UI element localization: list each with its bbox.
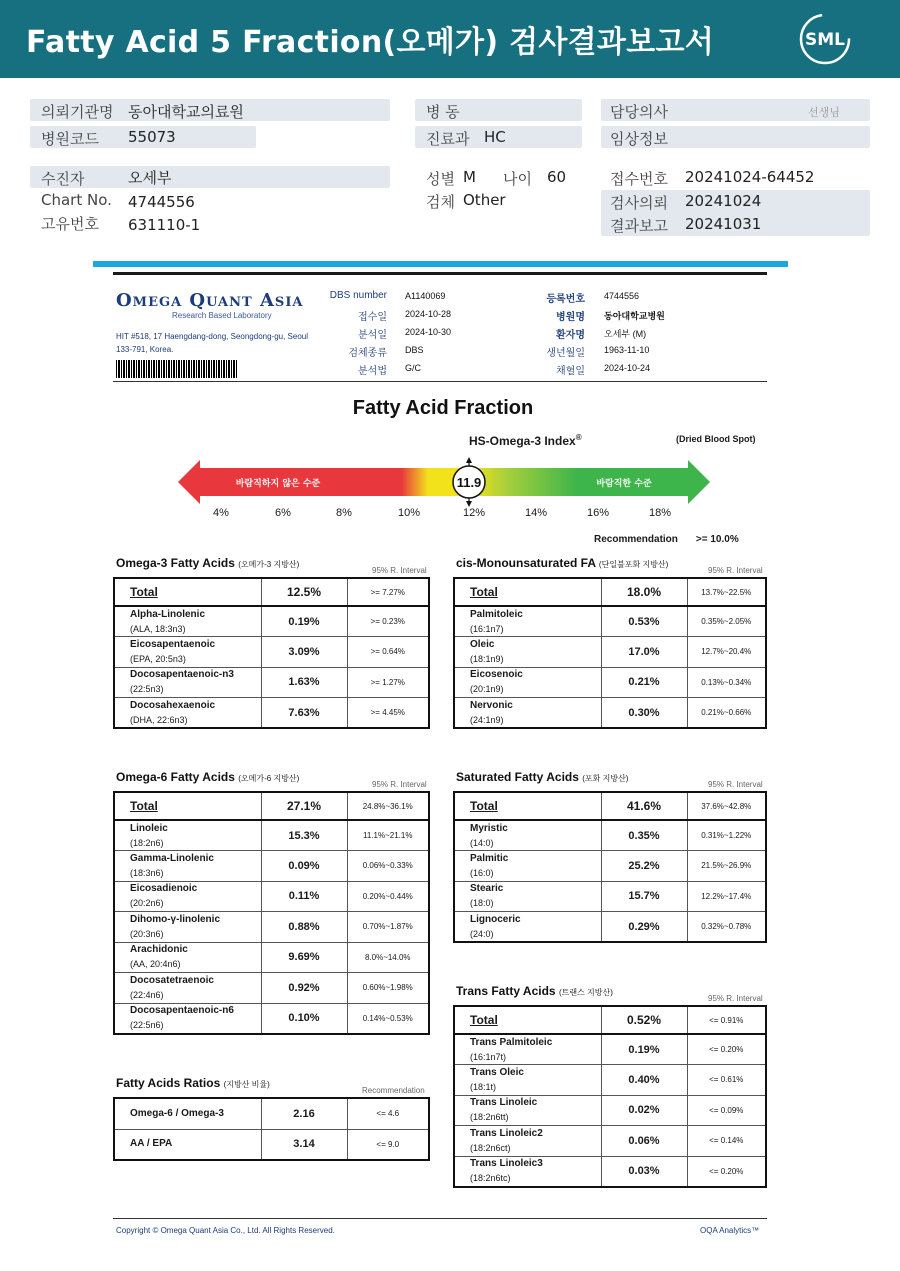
fatty-acid-name [114, 606, 261, 637]
table-row [114, 1098, 429, 1129]
table-row [114, 881, 429, 912]
sml-logo [798, 12, 852, 66]
table-row [454, 1065, 766, 1096]
reference-range: 0.20%~0.44% [347, 881, 429, 912]
lab-meta-value: 2024-10-24 [604, 363, 651, 373]
reference-range: <= 0.91% [687, 1006, 766, 1034]
reference-range: 8.0%~14.0% [347, 942, 429, 973]
lab-meta-label: 채혈일 [556, 366, 585, 377]
result-value: 0.52% [601, 1006, 687, 1034]
reference-range: <= 4.6 [347, 1098, 429, 1129]
lab-header-bottom-rule [113, 381, 767, 382]
reference-range: 12.7%~20.4% [687, 637, 766, 668]
result-value: 15.7% [601, 881, 687, 912]
logo-text: SML [805, 30, 845, 50]
lab-tagline: Research Based Laboratory [172, 311, 272, 320]
fatty-acid-label: Total [470, 1013, 498, 1027]
reference-range: 0.14%~0.53% [347, 1003, 429, 1034]
fatty-acid-name [114, 881, 261, 912]
result-value: 17.0% [601, 637, 687, 668]
lab-meta-label: 병원명 [556, 312, 585, 323]
fatty-acid-fraction-title: Fatty Acid Fraction [352, 397, 534, 419]
lab-name: Omega Quant Asia [116, 290, 304, 311]
fatty-acid-code: (18:3n6) [130, 867, 164, 878]
reference-range: 37.6%~42.8% [687, 792, 766, 820]
lab-meta-value: 오세부 (M) [604, 329, 647, 339]
scale-tick: 12% [462, 507, 486, 519]
test-request-value: 20241024 [685, 192, 762, 210]
omega6-section-title: Omega-6 Fatty Acids (오메가-6 지방산) [116, 770, 300, 784]
fatty-acid-code: (AA, 20:4n6) [130, 959, 181, 970]
fatty-acid-code: (18:2n6tt) [470, 1112, 509, 1123]
fatty-acid-code: (22:4n6) [130, 989, 164, 1000]
fatty-acid-label: Dihomo-γ-linolenic [130, 913, 220, 925]
table-row [454, 698, 766, 729]
table-row [114, 1003, 429, 1034]
trans-section-title: Trans Fatty Acids (트랜스 지방산) [456, 984, 613, 998]
table-row [114, 637, 429, 668]
reference-range: 0.13%~0.34% [687, 667, 766, 698]
result-value: 0.21% [601, 667, 687, 698]
fatty-acid-label: Myristic [470, 822, 508, 834]
result-value: 0.30% [601, 698, 687, 729]
saturated-interval-hint: 95% R. Interval [708, 780, 763, 789]
omega3-interval-hint: 95% R. Interval [372, 566, 427, 575]
lab-meta-value: 1963-11-10 [604, 345, 650, 355]
fatty-acid-name [114, 637, 261, 668]
table-row [114, 606, 429, 637]
reference-range: <= 0.09% [687, 1095, 766, 1126]
fatty-acid-code: (DHA, 22:6n3) [130, 714, 188, 725]
trans-table [453, 1005, 767, 1188]
fatty-acid-label: Stearic [470, 883, 504, 895]
lab-address: HIT #518, 17 Haengdang-dong, Seongdong-gu, Seoul 133-791, Korea. [116, 332, 309, 354]
lab-meta-label: 등록번호 [546, 294, 585, 305]
reference-range: >= 0.23% [347, 606, 429, 637]
table-row [454, 912, 766, 943]
fatty-acid-label: Palmitoleic [470, 608, 523, 620]
table-row [114, 820, 429, 851]
fatty-acid-name [454, 1095, 601, 1126]
fatty-acid-code: (ALA, 18:3n3) [130, 623, 186, 634]
saturated-section-title: Saturated Fatty Acids (포화 지방산) [456, 770, 629, 784]
fatty-acid-name [114, 667, 261, 698]
result-value: 0.19% [261, 606, 347, 637]
fatty-acid-code: (EPA, 20:5n3) [130, 653, 186, 664]
lab-meta-value: 4744556 [604, 291, 640, 301]
fatty-acid-label: Trans Palmitoleic [470, 1036, 553, 1048]
result-value: 0.06% [601, 1126, 687, 1157]
result-value: 9.69% [261, 942, 347, 973]
report-header [0, 0, 900, 78]
fatty-acid-code: (24:1n9) [470, 714, 504, 725]
fatty-acid-label: Alpha-Linolenic [130, 608, 205, 620]
result-value: 0.40% [601, 1065, 687, 1096]
table-row [454, 667, 766, 698]
reference-range: 0.35%~2.05% [687, 606, 766, 637]
result-value: 0.53% [601, 606, 687, 637]
omega3-index-scale [170, 455, 720, 525]
fatty-acid-name [454, 1006, 601, 1034]
reference-range: <= 0.14% [687, 1126, 766, 1157]
result-value: 7.63% [261, 698, 347, 729]
fatty-acid-label: Total [470, 585, 498, 599]
fatty-acid-name [454, 851, 601, 882]
fatty-acid-code: (14:0) [470, 837, 494, 848]
fatty-acid-label: Oleic [470, 638, 495, 650]
report-title: Fatty Acid 5 Fraction(오메가) 검사결과보고서 [26, 25, 715, 60]
recommendation: Recommendation >= 10.0% [594, 534, 739, 545]
result-report-value: 20241031 [685, 215, 762, 233]
omega3-table [113, 577, 430, 729]
fatty-acid-name [114, 820, 261, 851]
result-value: 0.35% [601, 820, 687, 851]
lab-meta-label: 분석일 [358, 330, 387, 341]
scale-tick: 14% [524, 507, 548, 519]
patient-value: 오세부 [128, 169, 172, 187]
table-row [454, 1156, 766, 1187]
reference-range: >= 0.64% [347, 637, 429, 668]
table-total-row [114, 792, 429, 820]
fatty-acid-label: Gamma-Linolenic [130, 852, 214, 864]
result-value: 3.09% [261, 637, 347, 668]
footer-rule [113, 1218, 767, 1219]
index-value: 11.9 [456, 475, 482, 490]
table-row [114, 1129, 429, 1160]
fatty-acid-name [114, 578, 261, 606]
ratios-table [113, 1097, 430, 1161]
lab-meta-label: 환자명 [556, 330, 585, 341]
fatty-acid-name [114, 851, 261, 882]
fatty-acid-name [454, 881, 601, 912]
fatty-acid-name [114, 792, 261, 820]
fatty-acid-label: Docosahexaenoic [130, 699, 216, 711]
fatty-acid-name [114, 973, 261, 1004]
result-report-label: 결과보고 [610, 217, 668, 235]
sex-label: 성별 [426, 170, 455, 188]
omega3-section-title: Omega-3 Fatty Acids (오메가-3 지방산) [116, 556, 300, 570]
fatty-acid-label: Total [130, 585, 158, 599]
result-value: 0.03% [601, 1156, 687, 1187]
fatty-acid-label: Docosatetraenoic [130, 974, 214, 986]
table-row [454, 1034, 766, 1065]
table-row [454, 1095, 766, 1126]
fatty-acid-code: (22:5n6) [130, 1020, 164, 1030]
department-value: HC [484, 128, 506, 146]
specimen-value: Other [463, 191, 506, 209]
receipt-no-value: 20241024-64452 [685, 168, 815, 186]
fatty-acid-name [454, 637, 601, 668]
fatty-acid-name [114, 912, 261, 943]
result-value: 15.3% [261, 820, 347, 851]
result-value: 0.09% [261, 851, 347, 882]
reference-range: 0.60%~1.98% [347, 973, 429, 1004]
table-row [454, 881, 766, 912]
chart-no-value: 4744556 [128, 193, 195, 211]
scale-tick: 4% [213, 507, 229, 519]
fatty-acid-label: Trans Oleic [470, 1066, 524, 1078]
result-value: 3.14 [261, 1129, 347, 1160]
fatty-acid-code: (20:1n9) [470, 684, 504, 695]
dried-blood-spot-note: (Dried Blood Spot) [676, 434, 756, 444]
table-row [114, 942, 429, 973]
bad-level-label: 바람직하지 않은 수준 [235, 479, 321, 489]
table-total-row [454, 1006, 766, 1034]
table-row [454, 1126, 766, 1157]
fatty-acid-code: (18:1n9) [470, 653, 504, 664]
lab-meta-value: 2024-10-28 [405, 309, 452, 319]
fatty-acid-name [454, 912, 601, 943]
reference-range: 0.32%~0.78% [687, 912, 766, 943]
age-value: 60 [547, 168, 567, 186]
scale-tick: 6% [275, 507, 291, 519]
saturated-table [453, 791, 767, 943]
fatty-acid-label: Lignoceric [470, 913, 521, 925]
lab-header-top-rule [113, 272, 767, 275]
table-row [454, 820, 766, 851]
fatty-acid-code: (16:0) [470, 867, 494, 878]
footer-brand: OQA Analytics™ [700, 1226, 760, 1235]
scale-tick: 16% [586, 507, 610, 519]
barcode [116, 360, 238, 378]
fatty-acid-label: Eicosadienoic [130, 883, 198, 895]
table-total-row [454, 792, 766, 820]
trans-interval-hint: 95% R. Interval [708, 994, 763, 1003]
mufa-interval-hint: 95% R. Interval [708, 566, 763, 575]
institution-value: 동아대학교의료원 [128, 103, 244, 121]
fatty-acid-label: Trans Linoleic [470, 1097, 538, 1109]
scale-tick: 10% [397, 507, 421, 519]
mufa-table [453, 577, 767, 729]
scale-tick: 18% [648, 507, 672, 519]
lab-meta-label: 생년월일 [546, 348, 585, 359]
table-row [454, 637, 766, 668]
reference-range: 0.70%~1.87% [347, 912, 429, 943]
fatty-acid-name [114, 942, 261, 973]
fatty-acid-code: (24:0) [470, 928, 494, 939]
lab-meta-value: A1140069 [405, 291, 446, 301]
result-value: 0.10% [261, 1003, 347, 1034]
result-value: 0.02% [601, 1095, 687, 1126]
fatty-acid-code: (18:2n6tc) [470, 1173, 511, 1183]
lab-meta-value: DBS [405, 345, 424, 355]
fatty-acid-name [454, 667, 601, 698]
fatty-acid-name [454, 578, 601, 606]
reference-range: 0.06%~0.33% [347, 851, 429, 882]
reference-range: >= 7.27% [347, 578, 429, 606]
reference-range: <= 0.61% [687, 1065, 766, 1096]
table-total-row [454, 578, 766, 606]
fatty-acid-name [114, 1098, 261, 1129]
result-value: 12.5% [261, 578, 347, 606]
fatty-acid-code: (16:1n7) [470, 623, 504, 634]
result-value: 2.16 [261, 1098, 347, 1129]
result-value: 0.11% [261, 881, 347, 912]
lab-meta-value: 2024-10-30 [405, 327, 452, 337]
test-request-label: 검사의뢰 [610, 194, 668, 212]
fatty-acid-code: (18:2n6ct) [470, 1142, 511, 1153]
good-level-label: 바람직한 수준 [596, 479, 652, 489]
fatty-acid-label: Total [130, 799, 158, 813]
fatty-acid-label: Arachidonic [130, 944, 188, 956]
copyright: Copyright © Omega Quant Asia Co., Ltd. All Rights Reserved. [116, 1226, 335, 1235]
result-value: 1.63% [261, 667, 347, 698]
hospital-code-label: 병원코드 [41, 130, 99, 148]
fatty-acid-label: Palmitic [470, 852, 509, 864]
table-row [454, 851, 766, 882]
doctor-label: 담당의사 [610, 103, 668, 121]
reference-range: <= 0.20% [687, 1034, 766, 1065]
lab-meta-label: 접수일 [358, 312, 387, 323]
fatty-acid-label: Eicosenoic [470, 669, 523, 681]
fatty-acid-label: Total [470, 799, 498, 813]
age-label: 나이 [503, 170, 532, 188]
fatty-acid-name [454, 606, 601, 637]
reference-range: 11.1%~21.1% [347, 820, 429, 851]
omega3-index-title: HS-Omega-3 Index® [469, 433, 582, 448]
clinical-label: 임상정보 [610, 130, 668, 148]
fatty-acid-name [114, 1129, 261, 1160]
result-value: 0.88% [261, 912, 347, 943]
fatty-acid-label: Nervonic [470, 699, 513, 711]
fatty-acid-code: (22:5n3) [130, 684, 164, 695]
reference-range: 12.2%~17.4% [687, 881, 766, 912]
omega6-interval-hint: 95% R. Interval [372, 780, 427, 789]
doctor-suffix: 선생님 [808, 106, 840, 119]
reference-range: 21.5%~26.9% [687, 851, 766, 882]
table-row [114, 973, 429, 1004]
result-value: 0.19% [601, 1034, 687, 1065]
table-row [114, 912, 429, 943]
reference-range: <= 9.0 [347, 1129, 429, 1160]
receipt-no-label: 접수번호 [610, 170, 668, 188]
result-value: 18.0% [601, 578, 687, 606]
fatty-acid-label: Docosapentaenoic-n6 [130, 1005, 234, 1016]
fatty-acid-label: Trans Linoleic2 [470, 1127, 543, 1139]
fatty-acid-label: Eicosapentaenoic [130, 638, 216, 650]
omega6-table [113, 791, 430, 1035]
chart-no-label: Chart No. [41, 191, 112, 209]
result-value: 0.92% [261, 973, 347, 1004]
fatty-acid-label: Omega-6 / Omega-3 [130, 1107, 224, 1119]
lab-meta-label: 검체종류 [348, 348, 387, 359]
reference-range: 0.31%~1.22% [687, 820, 766, 851]
fatty-acid-code: (16:1n7t) [470, 1051, 507, 1062]
fatty-acid-name [454, 820, 601, 851]
fatty-acid-name [454, 1065, 601, 1096]
fatty-acid-label: AA / EPA [130, 1138, 173, 1150]
reference-range: 0.21%~0.66% [687, 698, 766, 729]
fatty-acid-name [454, 792, 601, 820]
unique-no-label: 고유번호 [41, 215, 99, 233]
scale-tick: 8% [336, 507, 352, 519]
table-row [114, 698, 429, 729]
result-value: 25.2% [601, 851, 687, 882]
fatty-acid-code: (18:2n6) [130, 837, 164, 848]
reference-range: 13.7%~22.5% [687, 578, 766, 606]
fatty-acid-name [454, 1126, 601, 1157]
fatty-acid-name [454, 1156, 601, 1187]
lab-meta-label: DBS number [329, 290, 387, 301]
lab-meta-value: G/C [405, 363, 422, 373]
fatty-acid-name [114, 1003, 261, 1034]
fatty-acid-code: (18:0) [470, 898, 494, 909]
fatty-acid-label: Docosapentaenoic-n3 [130, 669, 234, 681]
fatty-acid-name [114, 698, 261, 729]
unique-no-value: 631110-1 [128, 216, 201, 234]
ratios-recommendation-hint: Recommendation [362, 1086, 425, 1095]
table-row [114, 851, 429, 882]
ratios-section-title: Fatty Acids Ratios (지방산 비율) [116, 1076, 270, 1090]
patient-label: 수진자 [41, 170, 85, 188]
result-value: 41.6% [601, 792, 687, 820]
sex-value: M [463, 168, 476, 186]
fatty-acid-code: (20:2n6) [130, 898, 164, 909]
institution-label: 의뢰기관명 [41, 103, 114, 121]
fatty-acid-label: Linoleic [130, 822, 168, 834]
table-row [114, 667, 429, 698]
lab-meta-label: 분석법 [358, 366, 387, 377]
fatty-acid-name [454, 698, 601, 729]
result-value: 27.1% [261, 792, 347, 820]
fatty-acid-name [454, 1034, 601, 1065]
result-value: 0.29% [601, 912, 687, 943]
hospital-code-value: 55073 [128, 128, 176, 146]
reference-range: >= 1.27% [347, 667, 429, 698]
fatty-acid-code: (18:1t) [470, 1081, 497, 1092]
fatty-acid-label: Trans Linoleic3 [470, 1158, 543, 1169]
reference-range: 24.8%~36.1% [347, 792, 429, 820]
ward-label: 병 동 [426, 103, 460, 121]
reference-range: >= 4.45% [347, 698, 429, 729]
department-label: 진료과 [426, 130, 470, 148]
lab-meta-value: 동아대학교병원 [604, 311, 665, 321]
table-total-row [114, 578, 429, 606]
mufa-section-title: cis-Monounsaturated FA (단일불포화 지방산) [456, 556, 669, 570]
specimen-label: 검체 [426, 193, 455, 211]
reference-range: <= 0.20% [687, 1156, 766, 1187]
blue-divider [93, 261, 788, 267]
fatty-acid-code: (20:3n6) [130, 928, 164, 939]
table-row [454, 606, 766, 637]
